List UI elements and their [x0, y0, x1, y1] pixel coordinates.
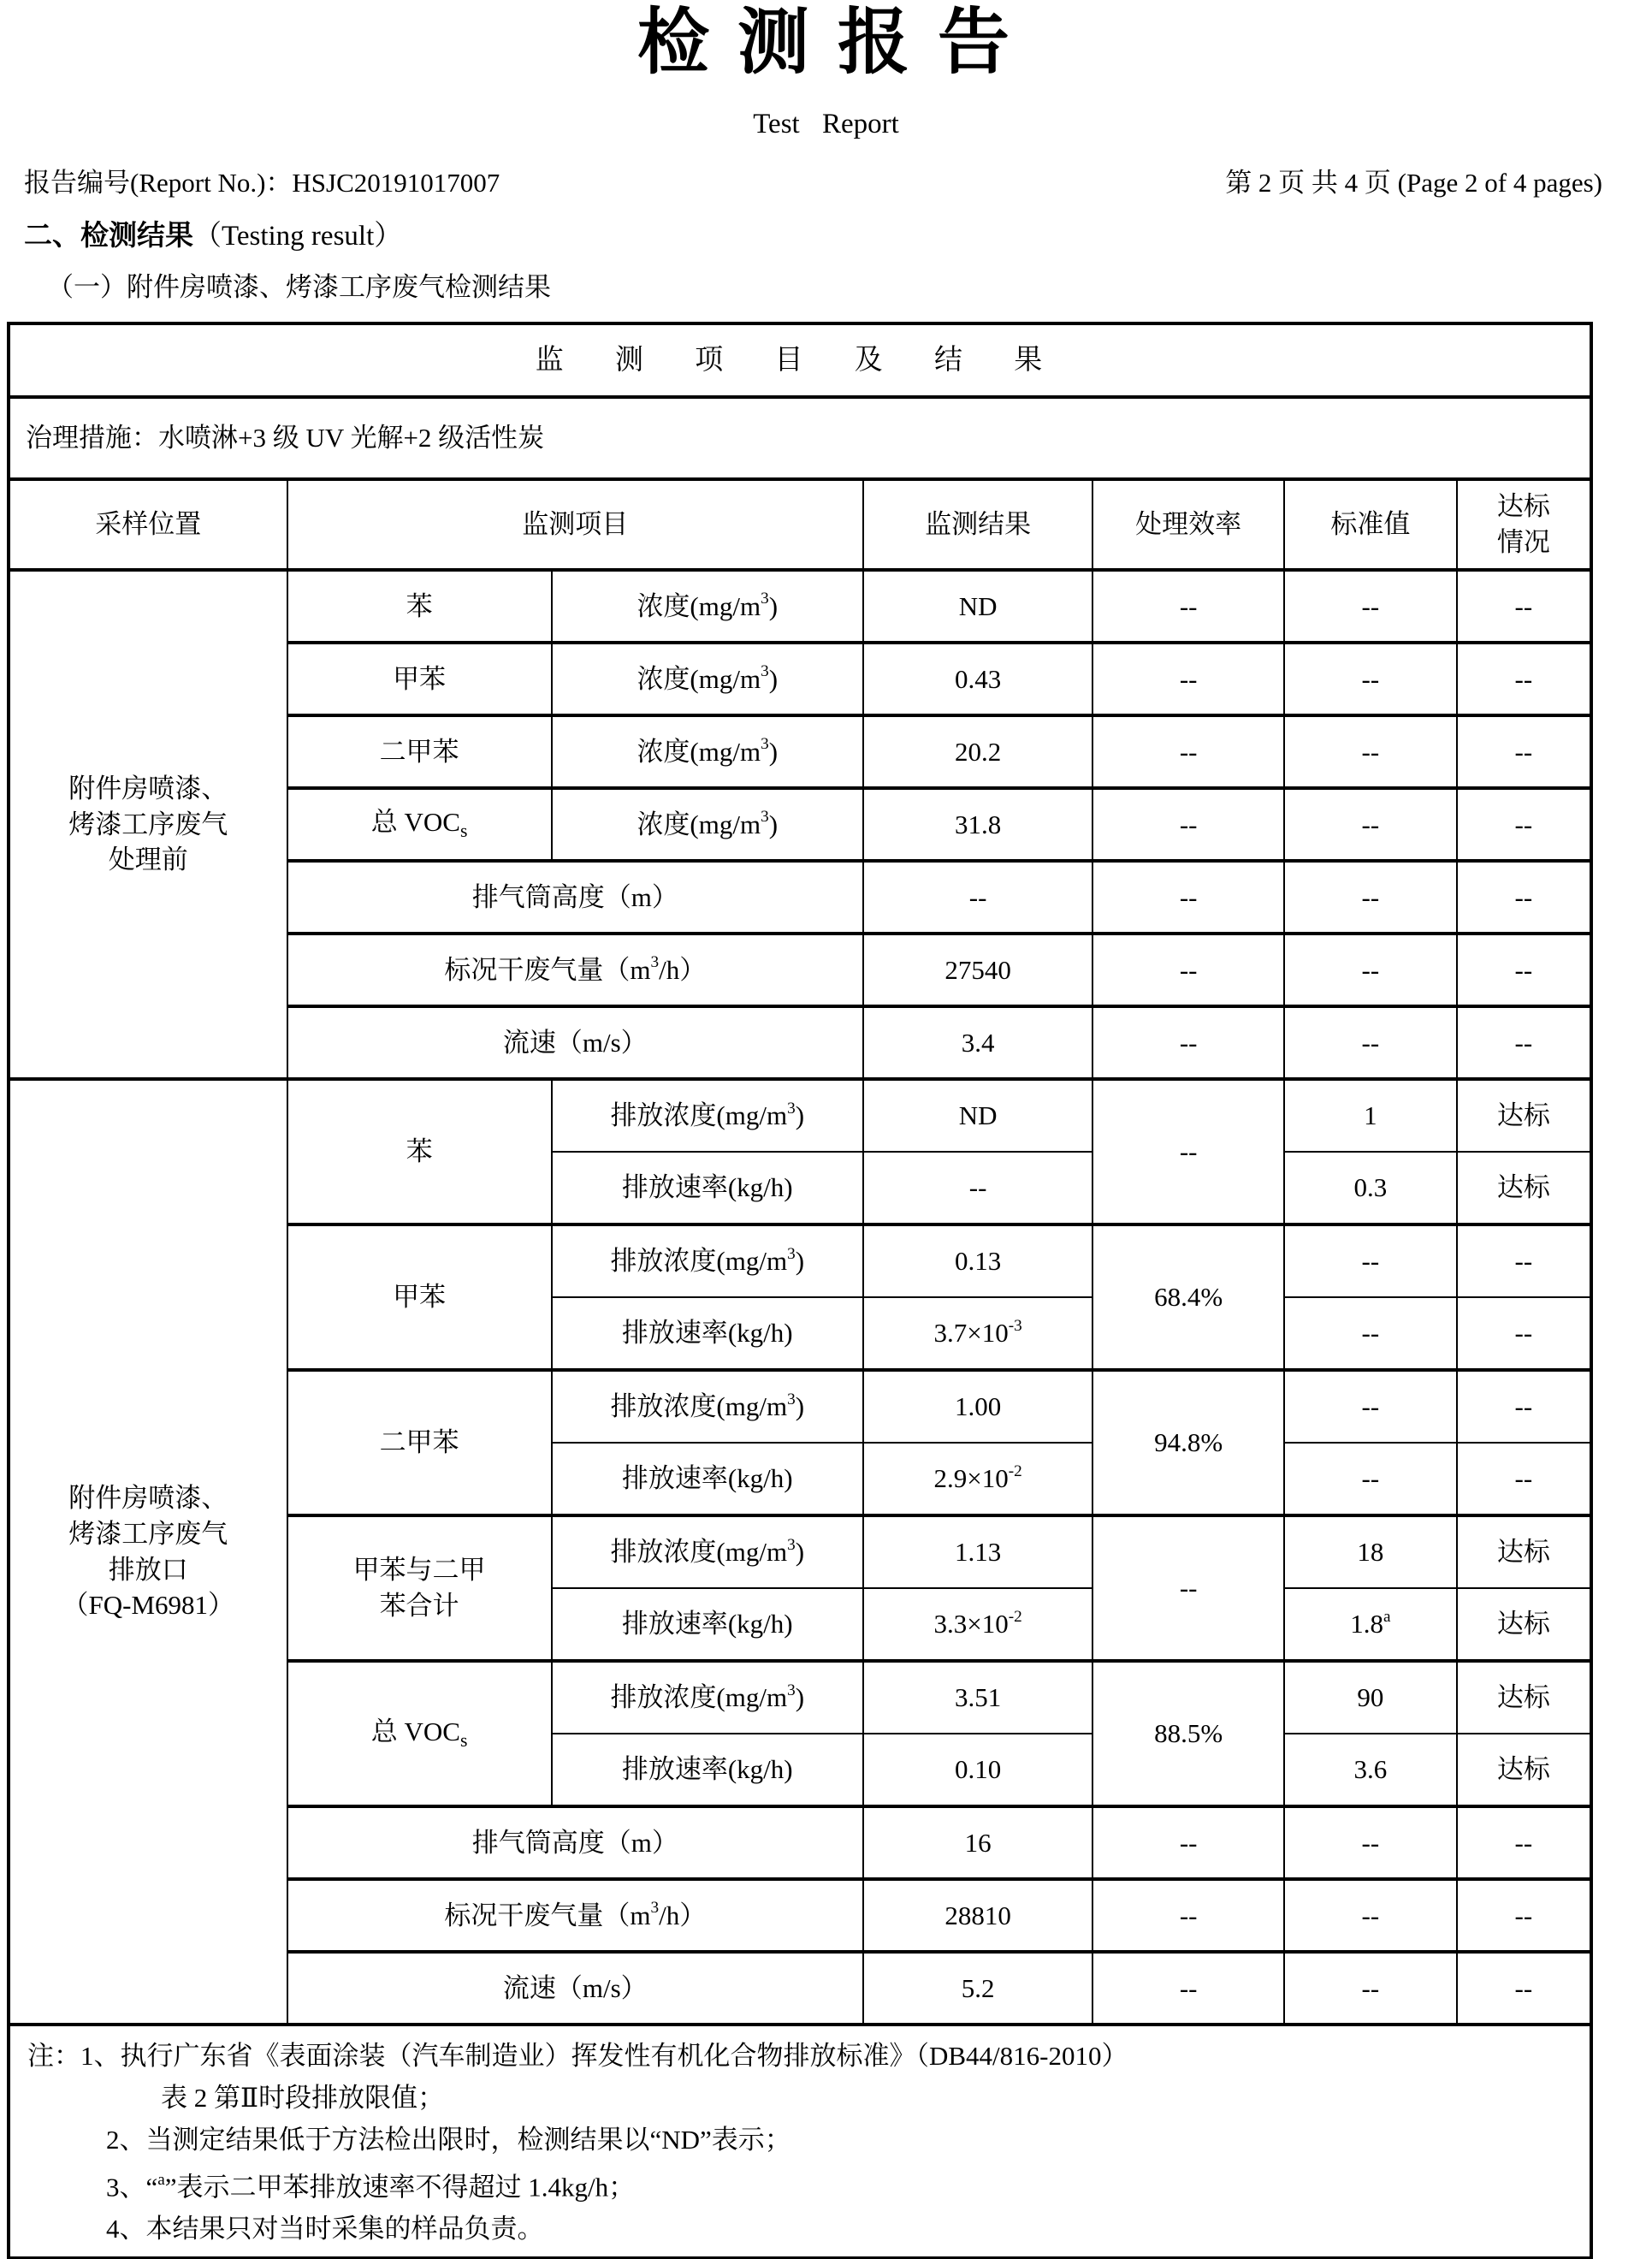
table-cell: --	[1457, 1297, 1591, 1370]
table-cell: 甲苯与二甲 苯合计	[287, 1515, 552, 1661]
table-cell: 0.13	[863, 1224, 1092, 1297]
table-cell: --	[1284, 1806, 1457, 1879]
table-cell: 1.8$^a$	[1284, 1588, 1457, 1661]
table-cell: --	[1092, 1806, 1284, 1879]
table-cell: 94.8%	[1092, 1370, 1284, 1515]
report-number: 报告编号(Report No.)：HSJC20191017007	[24, 167, 500, 198]
table-cell: 达标	[1457, 1588, 1591, 1661]
table-cell: 甲苯	[287, 643, 552, 715]
table-cell: --	[1284, 1443, 1457, 1515]
table-cell: --	[1457, 788, 1591, 861]
column-header: 监测项目	[287, 479, 863, 570]
table-cell: 排放浓度$(mg/m^3)$	[552, 1515, 863, 1588]
table-cell: 浓度$(mg/m^3)$	[552, 643, 863, 715]
table-banner: 监 测 项 目 及 结 果	[9, 323, 1591, 397]
note-line: 3、“$^a$”表示二甲苯排放速率不得超过 1.4kg/h；	[106, 2171, 636, 2203]
table-cell: 浓度$(mg/m^3)$	[552, 788, 863, 861]
table-cell: 排放浓度$(mg/m^3)$	[552, 1370, 863, 1443]
table-cell: 88.5%	[1092, 1661, 1284, 1806]
table-cell: 排放浓度$(mg/m^3)$	[552, 1661, 863, 1734]
table-cell: --	[1092, 1515, 1284, 1661]
table-cell: --	[1092, 1006, 1284, 1079]
table-cell: 排放速率(kg/h)	[552, 1734, 863, 1806]
table-cell: $3.7\times 10^{-3}$	[863, 1297, 1092, 1370]
table-cell: 0.10	[863, 1734, 1092, 1806]
table-cell: $3.3\times 10^{-2}$	[863, 1588, 1092, 1661]
table-cell: --	[1284, 788, 1457, 861]
table-cell: 达标	[1457, 1515, 1591, 1588]
table-cell: 达标	[1457, 1661, 1591, 1734]
table-cell: 68.4%	[1092, 1224, 1284, 1370]
notes-cell	[9, 2025, 1591, 2258]
page-number-info: 第 2 页 共 4 页 (Page 2 of 4 pages)	[1225, 167, 1602, 198]
table-cell: 标况干废气量$(m^3/h)$	[287, 1879, 863, 1952]
table-cell: ND	[863, 1079, 1092, 1152]
table-cell: 排放速率(kg/h)	[552, 1443, 863, 1515]
table-cell: --	[1092, 861, 1284, 934]
table-cell: --	[863, 861, 1092, 934]
column-header: 采样位置	[9, 479, 287, 570]
table-cell: --	[1092, 934, 1284, 1006]
table-cell: --	[1457, 1006, 1591, 1079]
table-cell: 排气筒高度（m）	[287, 1806, 863, 1879]
table-cell: 苯	[287, 570, 552, 643]
table-cell: --	[1457, 643, 1591, 715]
section-heading-cn: 二、检测结果	[24, 220, 193, 252]
table-cell: --	[1457, 1879, 1591, 1952]
note-line: 2、当测定结果低于方法检出限时，检测结果以“ND”表示；	[106, 2125, 791, 2155]
table-cell: 90	[1284, 1661, 1457, 1734]
table-cell: 浓度$(mg/m^3)$	[552, 570, 863, 643]
table-cell: --	[1457, 1952, 1591, 2025]
table-cell: --	[1284, 934, 1457, 1006]
table-row	[9, 570, 1591, 643]
table-cell: 二甲苯	[287, 715, 552, 788]
note-line: 表 2 第Ⅱ时段排放限值；	[161, 2083, 445, 2113]
table-cell: 18	[1284, 1515, 1457, 1588]
table-cell: --	[1284, 861, 1457, 934]
table-cell: 流速（m/s）	[287, 1952, 863, 2025]
table-cell: 1	[1284, 1079, 1457, 1152]
table-cell: 甲苯	[287, 1224, 552, 1370]
column-header: 处理效率	[1092, 479, 1284, 570]
table-cell: 排放浓度$(mg/m^3)$	[552, 1079, 863, 1152]
sampling-location-label: 附件房喷漆、 烤漆工序废气 排放口 （FQ-M6981）	[9, 1079, 287, 2025]
column-header: 达标 情况	[1457, 479, 1591, 570]
notes-row	[9, 2025, 1591, 2258]
results-table	[7, 322, 1593, 2259]
table-cell: --	[1092, 1879, 1284, 1952]
note-line: 注：1、执行广东省《表面涂装（汽车制造业）挥发性有机化合物排放标准》（DB44/816-2010）	[27, 2041, 1128, 2071]
table-cell: --	[863, 1152, 1092, 1224]
table-cell: 标况干废气量$(m^3/h)$	[287, 934, 863, 1006]
table-cell: --	[1284, 715, 1457, 788]
table-row	[9, 1079, 1591, 1152]
section-heading-en: （Testing result）	[193, 220, 403, 252]
table-cell: --	[1457, 1370, 1591, 1443]
table-cell: --	[1457, 1806, 1591, 1879]
table-cell: $2.9\times 10^{-2}$	[863, 1443, 1092, 1515]
table-cell: 排放浓度$(mg/m^3)$	[552, 1224, 863, 1297]
table-cell: 31.8	[863, 788, 1092, 861]
treatment-measures: 治理措施：水喷淋+3 级 UV 光解+2 级活性炭	[9, 397, 1591, 479]
table-cell: 28810	[863, 1879, 1092, 1952]
table-cell: 排气筒高度（m）	[287, 861, 863, 934]
table-cell: 总 $VOC_s$	[287, 1661, 552, 1806]
table-cell: --	[1284, 643, 1457, 715]
table-cell: 排放速率(kg/h)	[552, 1588, 863, 1661]
report-meta-row	[0, 165, 1652, 201]
section-heading	[0, 218, 1652, 255]
table-cell: 流速（m/s）	[287, 1006, 863, 1079]
table-cell: 16	[863, 1806, 1092, 1879]
table-cell: --	[1092, 643, 1284, 715]
treatment-row	[9, 397, 1591, 479]
table-banner-row	[9, 323, 1591, 397]
table-cell: --	[1092, 788, 1284, 861]
page-subtitle-en: Test Report	[753, 109, 899, 140]
table-cell: 5.2	[863, 1952, 1092, 2025]
table-cell: 浓度$(mg/m^3)$	[552, 715, 863, 788]
table-cell: --	[1457, 570, 1591, 643]
table-cell: 1.00	[863, 1370, 1092, 1443]
column-header-row	[9, 479, 1591, 570]
table-cell: --	[1092, 570, 1284, 643]
table-cell: --	[1457, 1443, 1591, 1515]
table-cell: --	[1284, 1297, 1457, 1370]
column-header: 监测结果	[863, 479, 1092, 570]
table-cell: 排放速率(kg/h)	[552, 1297, 863, 1370]
table-cell: ND	[863, 570, 1092, 643]
table-cell: 总 $VOC_s$	[287, 788, 552, 861]
note-line: 4、本结果只对当时采集的样品负责。	[106, 2214, 544, 2244]
table-cell: --	[1457, 934, 1591, 1006]
table-cell: 20.2	[863, 715, 1092, 788]
table-cell: --	[1284, 570, 1457, 643]
table-cell: --	[1284, 1952, 1457, 2025]
page-title: 检 测 报 告	[637, 3, 1015, 83]
table-cell: --	[1284, 1879, 1457, 1952]
table-cell: --	[1457, 1224, 1591, 1297]
table-cell: 1.13	[863, 1515, 1092, 1588]
table-cell: 0.3	[1284, 1152, 1457, 1224]
table-cell: --	[1457, 715, 1591, 788]
table-cell: --	[1092, 1079, 1284, 1224]
table-cell: 3.51	[863, 1661, 1092, 1734]
table-cell: 3.4	[863, 1006, 1092, 1079]
table-cell: 达标	[1457, 1152, 1591, 1224]
table-cell: 排放速率(kg/h)	[552, 1152, 863, 1224]
table-cell: --	[1284, 1370, 1457, 1443]
table-cell: --	[1284, 1006, 1457, 1079]
table-cell: 27540	[863, 934, 1092, 1006]
table-cell: 达标	[1457, 1734, 1591, 1806]
subsection-heading: （一）附件房喷漆、烤漆工序废气检测结果	[47, 271, 551, 302]
table-cell: --	[1457, 861, 1591, 934]
column-header: 标准值	[1284, 479, 1457, 570]
table-cell: 达标	[1457, 1079, 1591, 1152]
table-cell: 二甲苯	[287, 1370, 552, 1515]
table-cell: --	[1092, 715, 1284, 788]
table-cell: --	[1284, 1224, 1457, 1297]
table-cell: 0.43	[863, 643, 1092, 715]
table-cell: 苯	[287, 1079, 552, 1224]
table-cell: 3.6	[1284, 1734, 1457, 1806]
table-cell: --	[1092, 1952, 1284, 2025]
sampling-location-label: 附件房喷漆、 烤漆工序废气 处理前	[9, 570, 287, 1079]
